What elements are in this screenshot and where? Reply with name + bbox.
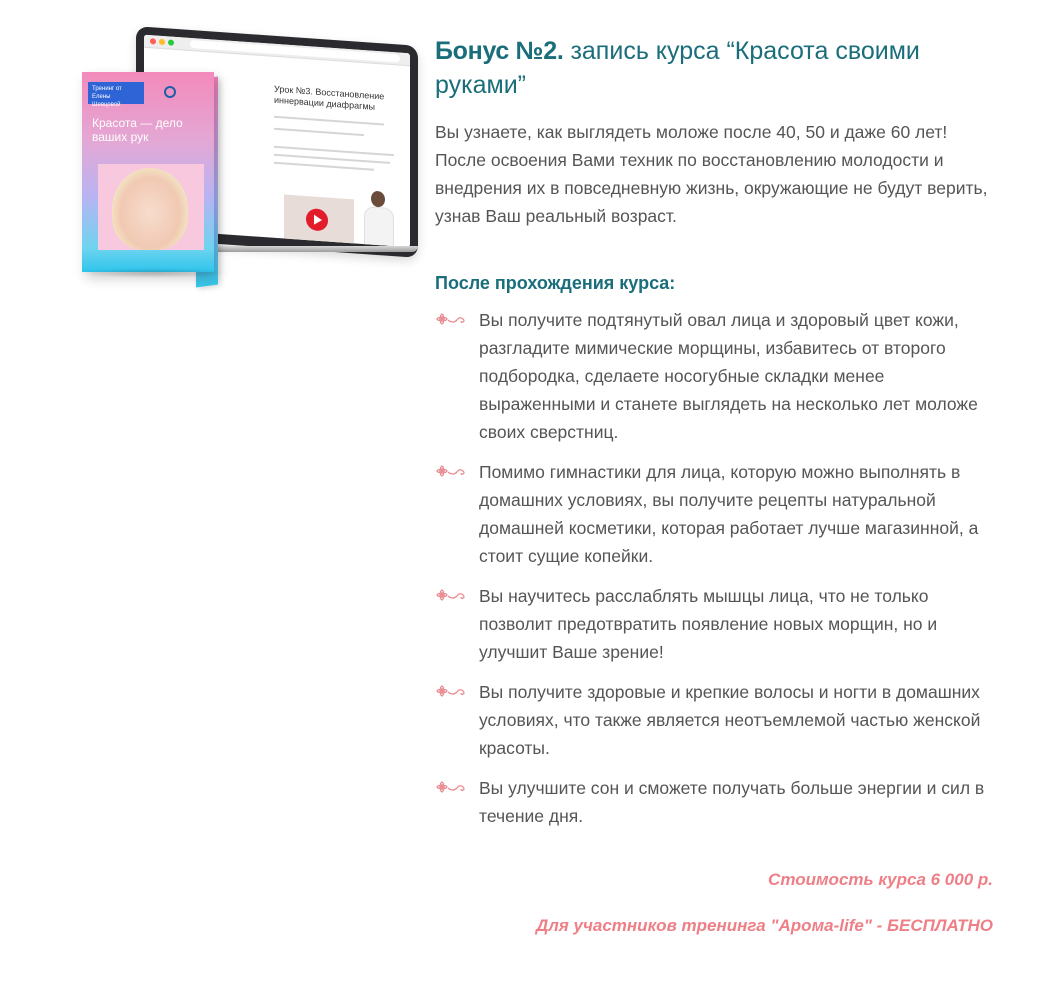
list-item xyxy=(435,306,993,446)
screen-text-line xyxy=(274,128,364,136)
woman-portrait xyxy=(112,168,188,250)
benefits-list xyxy=(435,306,993,830)
benefit-text: Вы получите подтянутый овал лица и здоровый цвет кожи, разгладите мимические морщины, избавитесь от второго подбородка, сделаете носогубные складки менее выраженными и станете выглядеть на несколько лет моложе своих сверстниц. xyxy=(479,310,978,442)
benefit-text: Вы научитесь расслаблять мышцы лица, что не только позволит предотвратить появление новых морщин, но и улучшит Ваше зрение! xyxy=(479,586,938,662)
list-item xyxy=(435,774,993,830)
course-box-icon xyxy=(82,72,214,272)
floral-bullet-icon xyxy=(435,587,469,603)
course-price: Стоимость курса 6 000 р. xyxy=(768,870,993,889)
screen-text-line xyxy=(274,162,374,171)
play-icon xyxy=(306,208,328,232)
floral-bullet-icon xyxy=(435,683,469,699)
bonus-heading-bold: Бонус №2. xyxy=(435,37,564,65)
list-item xyxy=(435,458,993,570)
course-illustration xyxy=(78,32,418,292)
screen-person-image xyxy=(364,190,392,247)
bonus-heading xyxy=(435,34,993,102)
floral-bullet-icon xyxy=(435,463,469,479)
floral-bullet-icon xyxy=(435,311,469,327)
bonus-content xyxy=(435,34,993,938)
browser-dot-icon xyxy=(150,38,156,44)
course-box-title: Красота — дело ваших рук xyxy=(92,116,183,144)
course-box-badge: Тренинг от Елены Шевцовой xyxy=(88,82,144,104)
floral-bullet-icon xyxy=(435,779,469,795)
bonus-intro: Вы узнаете, как выглядеть моложе после 40, 50 и даже 60 лет! После освоения Вами техник по восстановлению молодости и внедрения их в повседневную жизнь, окружающие не будут верить, узнав Ваш реальный возраст. xyxy=(435,122,988,226)
laptop-base xyxy=(208,246,418,252)
course-box-photo xyxy=(98,164,204,250)
screen-text-line xyxy=(274,116,384,126)
box-shadow xyxy=(78,268,228,278)
screen-lesson-title: Урок №3. Восстановление иннервации диафрагмы xyxy=(274,83,385,112)
benefit-text: Помимо гимнастики для лица, которую можно выполнять в домашних условиях, вы получите рецепты натуральной домашней косметики, которая работает лучше магазинной, а стоит сущие копейки. xyxy=(479,462,979,566)
browser-dot-icon xyxy=(168,39,174,45)
browser-url-bar xyxy=(190,40,400,63)
benefit-text: Вы улучшите сон и сможете получать больше энергии и сил в течение дня. xyxy=(479,778,985,826)
list-item xyxy=(435,678,993,762)
benefit-text: Вы получите здоровые и крепкие волосы и ногти в домашних условиях, что также является неотъемлемой частью женской красоты. xyxy=(479,682,981,758)
browser-dot-icon xyxy=(159,39,165,45)
benefits-heading: После прохождения курса: xyxy=(435,273,676,293)
screen-video-thumbnail xyxy=(284,194,354,247)
bonus-heading-text: запись курса “Красота своими руками” xyxy=(435,37,920,99)
browser-bar xyxy=(144,35,410,67)
brand-logo-icon xyxy=(164,86,176,98)
list-item xyxy=(435,582,993,666)
free-for-participants: Для участников тренинга "Арома-life" - БЕСПЛАТНО xyxy=(535,916,993,935)
